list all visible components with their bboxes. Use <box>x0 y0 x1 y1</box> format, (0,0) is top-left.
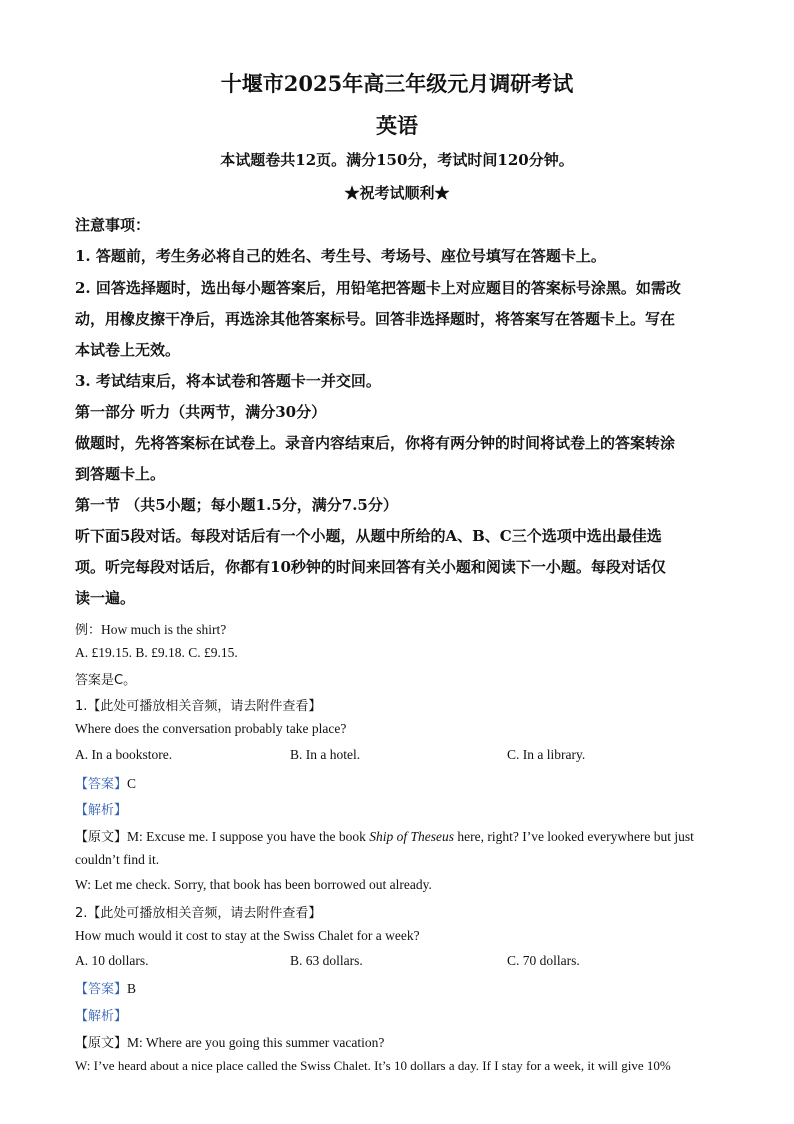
book-title: Ship of Theseus <box>369 829 454 844</box>
q2-answer <box>75 978 720 997</box>
section1-instruction-line-1: 听下面5段对话。每段对话后有一个小题，从题中所给的A、B、C三个选项中选出最佳选 <box>75 527 662 545</box>
section1-instruction-line-3: 读一遍。 <box>75 589 136 607</box>
q1-option-c: C. In a library. <box>507 747 586 762</box>
exam-title: 十堰市2025年高三年级元月调研考试 <box>220 71 574 96</box>
part1-heading: 第一部分 听力（共两节，满分30分） <box>75 403 327 421</box>
example-question <box>75 619 720 638</box>
exam-info: 本试题卷共12页。满分150分，考试时间120分钟。 <box>220 151 574 169</box>
q1-audio-note: 1.【此处可播放相关音频，请去附件查看】 <box>75 699 322 714</box>
note-2-line-2: 动，用橡皮擦干净后，再选涂其他答案标号。回答非选择题时，将答案写在答题卡上。写在 <box>75 310 676 328</box>
q2-answer-value: B <box>127 981 137 996</box>
q2-option-c: C. 70 dollars. <box>507 953 580 968</box>
q2-analysis: 【解析】 <box>75 1009 128 1024</box>
note-3: 3. 考试结束后，将本试卷和答题卡一并交回。 <box>75 372 381 390</box>
q1-answer-value: C <box>127 776 137 791</box>
q2-transcript-line-2: W: I’ve heard about a nice place called the Swiss Chalet. It’s 10 dollars a day. If I stay for a week, it will give 10% <box>75 1058 671 1073</box>
section1-instruction-line-2: 项。听完每段对话后，你都有10秒钟的时间来回答有关小题和阅读下一小题。每段对话仅 <box>75 558 666 576</box>
blessing: ★祝考试顺利★ <box>344 184 450 202</box>
note-2-line-1: 2. 回答选择题时，选出每小题答案后，用铅笔把答题卡上对应题目的答案标号涂黑。如需改 <box>75 279 681 297</box>
q1-transcript-line-3: W: Let me check. Sorry, that book has been borrowed out already. <box>75 877 432 892</box>
q1-transcript-line-2: couldn’t find it. <box>75 852 160 867</box>
part1-instruction-line-1: 做题时，先将答案标在试卷上。录音内容结束后，你将有两分钟的时间将试卷上的答案转涂 <box>75 434 676 452</box>
note-1: 1. 答题前，考生务必将自己的姓名、考生号、考场号、座位号填写在答题卡上。 <box>75 247 606 265</box>
example-options: A. £19.15. B. £9.18. C. £9.15. <box>75 645 238 660</box>
example-answer: 答案是C。 <box>75 673 137 688</box>
q2-audio-note: 2.【此处可播放相关音频，请去附件查看】 <box>75 906 322 921</box>
q2-answer-label: 【答案】 <box>75 982 128 997</box>
q1-analysis: 【解析】 <box>75 803 128 818</box>
subject-title: 英语 <box>376 113 418 138</box>
q1-option-b: B. In a hotel. <box>290 747 361 762</box>
note-2-line-3: 本试卷上无效。 <box>75 341 181 359</box>
q2-option-b: B. 63 dollars. <box>290 953 363 968</box>
notes-heading: 注意事项： <box>75 216 151 234</box>
q1-option-a: A. In a bookstore. <box>75 747 173 762</box>
example-question-text: How much is the shirt? <box>101 622 227 637</box>
q1-transcript-line-1: 【原文】M: Excuse me. I suppose you have the book Ship of Theseus here, right? I’ve looked everywhere but just <box>75 829 694 845</box>
section1-heading: 第一节 （共5小题；每小题1.5分，满分7.5分） <box>75 496 398 514</box>
part1-instruction-line-2: 到答题卡上。 <box>75 465 166 483</box>
example-prefix: 例： <box>75 623 102 638</box>
q1-question: Where does the conversation probably take place? <box>75 721 347 736</box>
q1-answer <box>75 773 720 792</box>
q2-option-a: A. 10 dollars. <box>75 953 149 968</box>
q1-answer-label: 【答案】 <box>75 777 128 792</box>
q2-question: How much would it cost to stay at the Swiss Chalet for a week? <box>75 928 420 943</box>
q2-transcript-line-1: 【原文】M: Where are you going this summer vacation? <box>75 1035 385 1051</box>
